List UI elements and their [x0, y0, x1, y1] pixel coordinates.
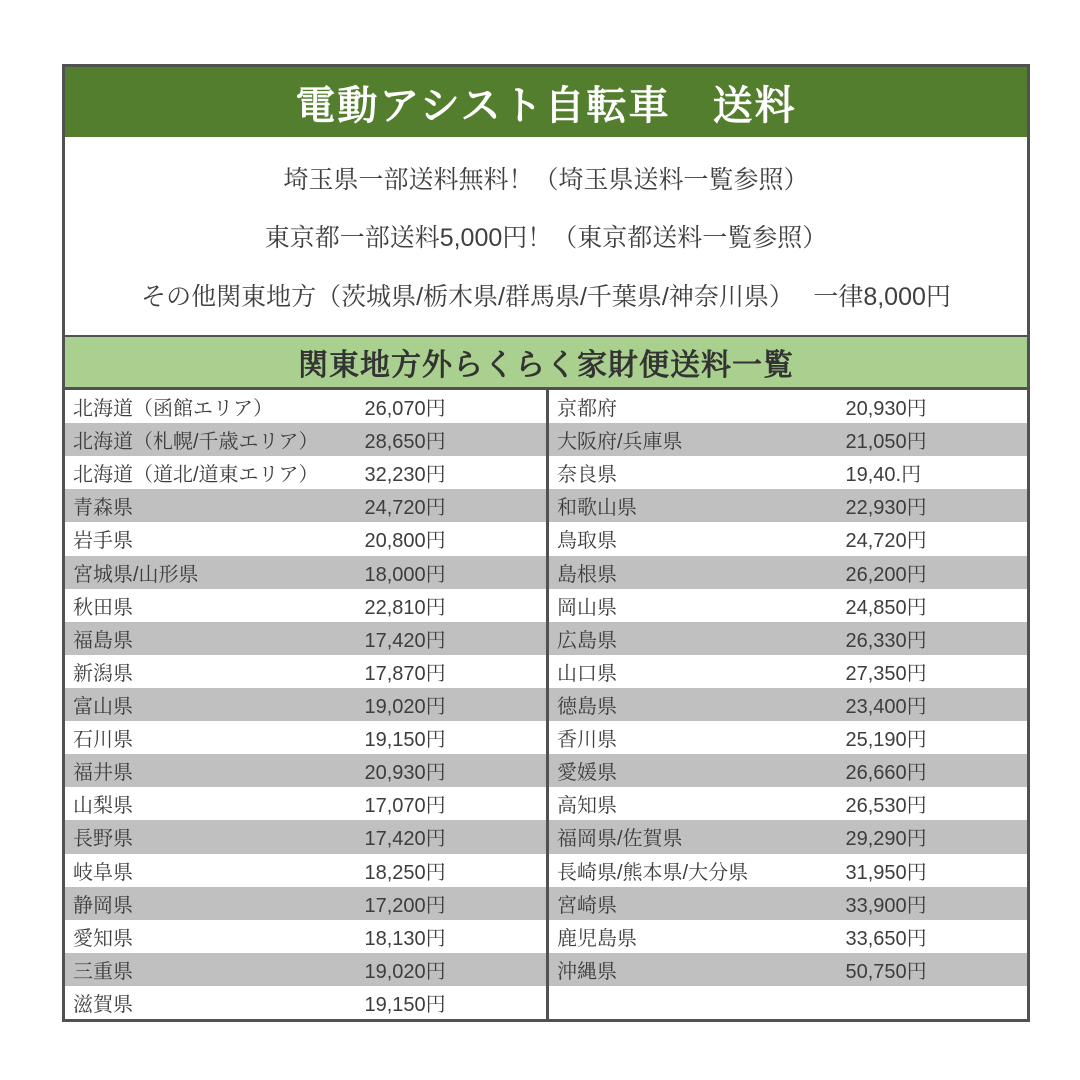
- price-cell: 19,150円: [364, 729, 446, 752]
- region-cell: 広島県: [546, 622, 837, 655]
- price-cell: 26,200円: [845, 563, 927, 586]
- price-cell: 22,930円: [845, 497, 927, 520]
- region-cell: 岐阜県: [73, 861, 133, 884]
- price-cell: 19,020円: [364, 696, 446, 719]
- price-cell: 26,660円: [845, 762, 927, 785]
- table-row: [65, 556, 1027, 589]
- price-cell: 23,400円: [845, 696, 927, 719]
- region-cell: 愛知県: [73, 927, 133, 950]
- price-cell: 24,720円: [364, 497, 446, 520]
- price-cell: 21,050円: [845, 431, 927, 454]
- region-cell: 富山県: [73, 696, 133, 719]
- price-cell: 25,190円: [845, 729, 927, 752]
- price-cell: 26,330円: [845, 629, 927, 652]
- table-row: [65, 787, 1027, 820]
- region-cell: 福島県: [73, 629, 133, 652]
- table-row: [65, 820, 1027, 853]
- page-title: 電動アシスト自転車 送料: [65, 67, 1027, 137]
- region-cell: 長崎県/熊本県/大分県: [546, 854, 837, 887]
- table-row: [65, 622, 1027, 655]
- table-row: [65, 721, 1027, 754]
- price-cell: 22,810円: [364, 596, 446, 619]
- note-tokyo: 東京都一部送料5,000円！（東京都送料一覧参照）: [264, 224, 828, 252]
- region-cell: 北海道（道北/道東エリア）: [73, 464, 319, 487]
- region-cell: 香川県: [546, 721, 837, 754]
- price-cell: 18,000円: [364, 563, 446, 586]
- price-cell: 18,250円: [364, 861, 446, 884]
- table-row: [65, 920, 1027, 953]
- table-row: [65, 688, 1027, 721]
- region-cell: 青森県: [73, 497, 133, 520]
- price-cell: 26,530円: [845, 795, 927, 818]
- region-cell: 奈良県: [546, 456, 837, 489]
- region-cell: 福岡県/佐賀県: [546, 820, 837, 853]
- table-row: [65, 489, 1027, 522]
- price-cell: 27,350円: [845, 662, 927, 685]
- region-cell: 大阪府/兵庫県: [546, 423, 837, 456]
- region-cell: 和歌山県: [546, 489, 837, 522]
- table-title: 関東地方外らくらく家財便送料一覧: [65, 335, 1027, 390]
- price-cell: 19,150円: [364, 994, 446, 1017]
- shipping-table: [65, 390, 1027, 1019]
- price-cell: 18,130円: [364, 927, 446, 950]
- price-cell: 31,950円: [845, 861, 927, 884]
- table-row: [65, 754, 1027, 787]
- note-other-kanto: その他関東地方（茨城県/栃木県/群馬県/千葉県/神奈川県） 一律8,000円: [141, 282, 951, 311]
- region-cell: 北海道（函館エリア）: [73, 398, 273, 421]
- price-cell: 17,420円: [364, 629, 446, 652]
- region-cell: 鳥取県: [546, 522, 837, 555]
- price-cell: 33,650円: [845, 927, 927, 950]
- table-row: [65, 522, 1027, 555]
- region-cell: 宮城県/山形県: [73, 563, 199, 586]
- region-cell: 福井県: [73, 762, 133, 785]
- table-row: [65, 953, 1027, 986]
- table-row: [65, 390, 1027, 423]
- price-cell: 17,870円: [364, 662, 446, 685]
- price-cell: 17,420円: [364, 828, 446, 851]
- region-cell: 高知県: [546, 787, 837, 820]
- region-cell: 愛媛県: [546, 754, 837, 787]
- region-cell: 石川県: [73, 729, 133, 752]
- table-row: [65, 854, 1027, 887]
- price-cell: 24,720円: [845, 530, 927, 553]
- region-cell: 島根県: [546, 556, 837, 589]
- table-row: [65, 655, 1027, 688]
- price-cell: 50,750円: [845, 960, 927, 983]
- region-cell: 宮崎県: [546, 887, 837, 920]
- price-cell: 29,290円: [845, 828, 927, 851]
- region-cell: 静岡県: [73, 894, 133, 917]
- price-cell: 19,020円: [364, 960, 446, 983]
- region-cell: 沖縄県: [546, 953, 837, 986]
- region-cell: 鹿児島県: [546, 920, 837, 953]
- price-cell: 26,070円: [364, 398, 446, 421]
- price-cell: [837, 986, 1027, 1019]
- table-row: [65, 986, 1027, 1019]
- table-row: [65, 589, 1027, 622]
- region-cell: 山口県: [546, 655, 837, 688]
- region-cell: 岩手県: [73, 530, 133, 553]
- price-cell: 32,230円: [364, 464, 446, 487]
- region-cell: 新潟県: [73, 662, 133, 685]
- region-cell: 滋賀県: [73, 994, 133, 1017]
- price-cell: 20,800円: [364, 530, 446, 553]
- price-cell: 19,40.円: [845, 464, 922, 487]
- region-cell: 秋田県: [73, 596, 133, 619]
- region-cell: 長野県: [73, 828, 133, 851]
- price-cell: 28,650円: [364, 431, 446, 454]
- price-cell: 24,850円: [845, 596, 927, 619]
- price-cell: 17,070円: [364, 795, 446, 818]
- table-row: [65, 887, 1027, 920]
- price-cell: 20,930円: [364, 762, 446, 785]
- region-cell: 徳島県: [546, 688, 837, 721]
- table-row: [65, 456, 1027, 489]
- table-row: [65, 423, 1027, 456]
- price-cell: 33,900円: [845, 894, 927, 917]
- region-cell: [546, 986, 837, 1019]
- shipping-info-sheet: [62, 64, 1030, 1022]
- region-cell: 京都府: [546, 390, 837, 423]
- shipping-notes: [65, 137, 1027, 335]
- note-saitama: 埼玉県一部送料無料！（埼玉県送料一覧参照）: [283, 165, 809, 194]
- price-cell: 20,930円: [845, 398, 927, 421]
- region-cell: 三重県: [73, 960, 133, 983]
- region-cell: 岡山県: [546, 589, 837, 622]
- region-cell: 山梨県: [73, 795, 133, 818]
- price-cell: 17,200円: [364, 894, 446, 917]
- region-cell: 北海道（札幌/千歳エリア）: [73, 431, 319, 454]
